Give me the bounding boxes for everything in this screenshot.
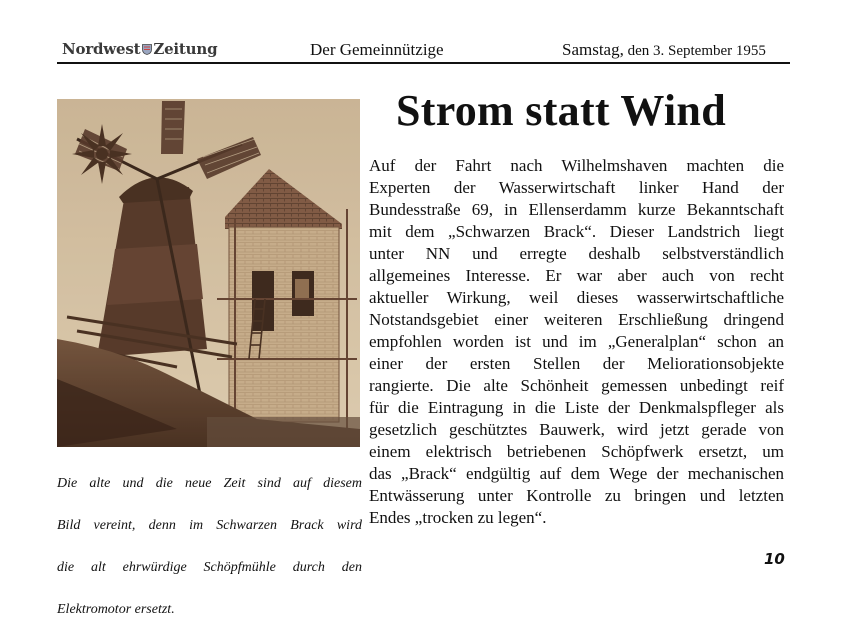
article-line: einem elektrisch betriebenen Schöpfwerk ersetzt, um (369, 442, 784, 461)
article-line: das „Brack“ endgültig auf dem Wege der mechanischen (369, 464, 784, 483)
article-line: rangierte. Die alte Schönheit gemessen unbedingt reif (369, 376, 784, 395)
windmill-photo (57, 99, 360, 447)
article-line: gesetzlich geschütztes Bauwerk, wird jetzt gerade von (369, 420, 784, 439)
issue-date-day: Samstag, (562, 40, 624, 59)
coat-of-arms-icon (142, 44, 152, 55)
article-line: unter NN und erregte deshalb selbstverständlich (369, 244, 784, 263)
article-line: Auf der Fahrt nach Wilhelmshaven machten die (369, 156, 784, 175)
header-rule (57, 62, 790, 64)
article-line: für die Eintragung in die Liste der Denkmalspfleger als (369, 398, 784, 417)
article-line: Notstandsgebiet einer weiteren Erschließung dringend (369, 310, 784, 329)
page-number: 10 (764, 550, 785, 568)
newspaper-masthead (62, 40, 217, 58)
masthead-name-left: Nordwest (62, 40, 141, 58)
article-headline: Strom statt Wind (396, 86, 726, 135)
article-line: empfohlen worden ist und im „Generalplan“ schon an (369, 332, 784, 351)
article-line: aktueller Wirkung, weil dieses wasserwirtschaftliche (369, 288, 784, 307)
article-line: Endes „trocken zu legen“. (369, 508, 547, 527)
photo-caption (57, 452, 362, 641)
section-title: Der Gemeinnützige (310, 40, 444, 59)
article-line: Experten der Wasserwirtschaft linker Hand der (369, 178, 784, 197)
article-line: Entwässerung unter Kontrolle zu bringen und letzten (369, 486, 784, 505)
issue-date-rest: den 3. September 1955 (623, 43, 766, 59)
article-line: Bundesstraße 69, in Ellenserdamm kurze Bekanntschaft (369, 200, 784, 219)
caption-line: Bild vereint, denn im Schwarzen Brack wird (57, 518, 362, 533)
article-body (369, 155, 784, 529)
article-line: einer der ersten Stellen der Meliorationsobjekte (369, 354, 784, 373)
masthead-name-right: Zeitung (153, 40, 218, 58)
caption-line: die alt ehrwürdige Schöpfmühle durch den (57, 560, 362, 575)
article-line: mit dem „Schwarzen Brack“. Dieser Landstrich liegt (369, 222, 784, 241)
caption-line: Die alte und die neue Zeit sind auf diesem (57, 476, 362, 491)
issue-date (562, 40, 766, 60)
caption-line: Elektromotor ersetzt. (57, 602, 175, 617)
article-line: allgemeines Interesse. Er war aber auch von recht (369, 266, 784, 285)
